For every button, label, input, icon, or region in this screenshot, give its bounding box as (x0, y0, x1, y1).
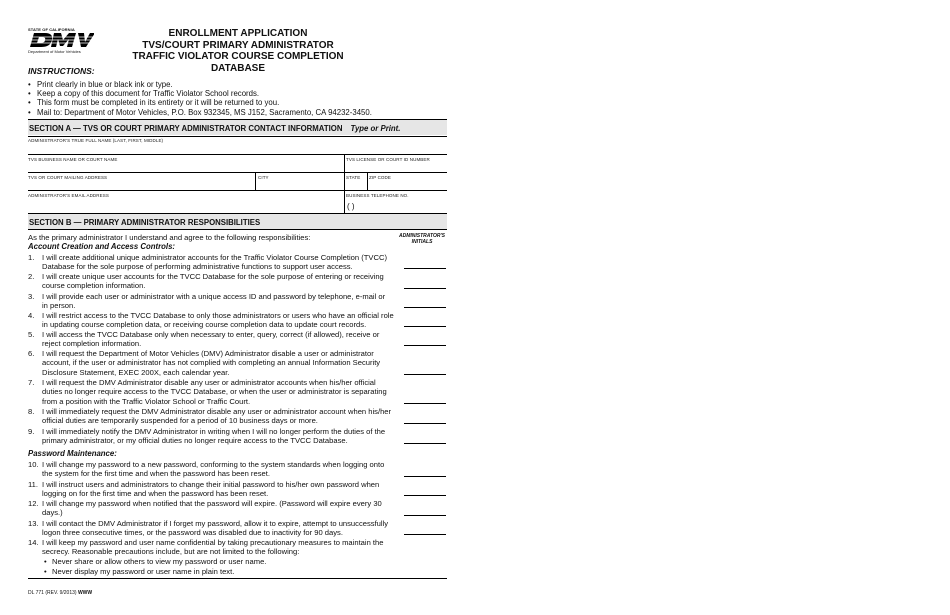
form-number: DL 771 (REV. 9/2013) WWW (28, 590, 93, 596)
initials-field[interactable] (404, 326, 446, 327)
responsibility-item: I will contact the DMV Administrator if I forget my password, allow it to expire, attempt to unsuccessfully logon three consecutive times, or the password was disabled due to inactivity for 90 days. (42, 519, 389, 538)
item-number: 11. (28, 480, 38, 489)
responsibility-item: I will restrict access to the TVCC Database to only those administrators or users who have an official role in updating course completion data, or receiving course completion data to update court records. (42, 311, 394, 330)
item-number: 2. (28, 272, 35, 281)
instruction-bullet: • Keep a copy of this document for Traffic Violator School records. (28, 89, 260, 98)
initials-field[interactable] (404, 423, 446, 424)
section-a-note: Type or Print. (350, 124, 401, 133)
phone-area-code[interactable]: ( ) (347, 202, 355, 211)
email-label: ADMINISTRATOR'S EMAIL ADDRESS (28, 193, 109, 198)
instruction-bullet: • Print clearly in blue or black ink or type. (28, 80, 173, 89)
responsibility-item: I will request the DMV Administrator disable any user or administrator accounts when his/her official duties no longer require access to the TVCC Database, or when the user or administrator is separating from a position with the Traffic Violator School or Traffic Court. (42, 378, 387, 406)
zip-label: ZIP CODE (369, 175, 391, 180)
business-name-label: TVS BUSINESS NAME OR COURT NAME (28, 157, 118, 162)
phone-label: BUSINESS TELEPHONE NO. (346, 193, 409, 198)
field-divider (344, 190, 345, 213)
item-number: 4. (28, 311, 35, 320)
dmv-logo-mark (28, 31, 94, 49)
admin-name-label: ADMINISTRATOR'S TRUE FULL NAME (LAST, FIRST, MIDDLE) (28, 138, 164, 143)
item-number: 9. (28, 427, 35, 436)
responsibility-item: I will create additional unique administrator accounts for the Traffic Violator Course Completion (TVCC) Database for the sole purpose of performing administrative functions to support user access. (42, 253, 387, 272)
initials-field[interactable] (404, 403, 446, 404)
responsibility-item: I will create unique user accounts for the TVCC Database for the sole purpose of entering or receiving course completion information. (42, 272, 384, 291)
field-divider (344, 172, 345, 190)
item-number: 10. (28, 460, 39, 469)
item-number: 12. (28, 499, 39, 508)
title-line-3: TRAFFIC VIOLATOR COURSE COMPLETION DATABASE (132, 51, 344, 74)
divider (28, 136, 447, 137)
title-line-1: ENROLLMENT APPLICATION (168, 28, 308, 39)
item-number: 8. (28, 407, 35, 416)
logo-state-text: STATE OF CALIFORNIA (28, 27, 75, 32)
item-number: 14. (28, 538, 39, 547)
city-label: CITY (258, 175, 269, 180)
item-number: 6. (28, 349, 35, 358)
field-divider (344, 154, 345, 172)
form-title (120, 28, 356, 74)
initials-heading: ADMINISTRATOR'S INITIALS (398, 233, 445, 245)
responsibility-item: I will request the Department of Motor Vehicles (DMV) Administrator disable a user or administrator account, if the user or administrator has not complied with completing an annual Information Security Disclosure Statement, EXEC 200X, each calendar year. (42, 349, 381, 377)
divider (28, 154, 447, 155)
initials-field[interactable] (404, 534, 446, 535)
item-number: 3. (28, 292, 35, 301)
section-a-title: SECTION A — TVS OR COURT PRIMARY ADMINISTRATOR CONTACT INFORMATION Type or Print. (29, 124, 401, 133)
responsibility-item: I will change my password when notified that the password will expire. (Password will expire every 30 days.) (42, 499, 382, 518)
state-label: STATE (346, 175, 361, 180)
responsibility-item: I will change my password to a new password, conforming to the system standards when logging onto the system for the first time and when the password has been reset. (42, 460, 385, 479)
item-number: 13. (28, 519, 39, 528)
divider (28, 172, 447, 173)
initials-field[interactable] (404, 374, 446, 375)
instruction-bullet: • Mail to: Department of Motor Vehicles, P.O. Box 932345, MS J152, Sacramento, CA 94232-3450. (28, 108, 372, 117)
license-number-label: TVS LICENSE OR COURT ID NUMBER (346, 157, 430, 162)
initials-field[interactable] (404, 476, 446, 477)
instructions-heading: INSTRUCTIONS: (28, 66, 95, 76)
subheading-password-maintenance: Password Maintenance: (28, 449, 117, 458)
initials-field[interactable] (404, 268, 446, 269)
instruction-bullet: • This form must be completed in its entirety or it will be returned to you. (28, 98, 280, 107)
initials-field[interactable] (404, 345, 446, 346)
mailing-address-label: TVS OR COURT MAILING ADDRESS (28, 175, 108, 180)
section-b-title: SECTION B — PRIMARY ADMINISTRATOR RESPONSIBILITIES (29, 218, 261, 227)
field-divider (367, 172, 368, 190)
dmv-logo (28, 27, 96, 55)
responsibility-item: I will access the TVCC Database only when necessary to enter, query, correct (if allowed), receive or reject completion information. (42, 330, 380, 349)
responsibility-item: I will immediately request the DMV Administrator disable any user or administrator account when his/her official duties are temporarily suspended for a period of 10 business days or more. (42, 407, 392, 426)
initials-field[interactable] (404, 288, 446, 289)
field-divider (255, 172, 256, 190)
responsibility-item: I will immediately notify the DMV Administrator in writing when I will no longer perform the duties of the primary administrator, or my official duties no longer require access to the TVCC Database. (42, 427, 386, 446)
logo-dept-text: Department of Motor Vehicles (28, 49, 81, 54)
item-number: 5. (28, 330, 35, 339)
initials-field[interactable] (404, 307, 446, 308)
initials-field[interactable] (404, 515, 446, 516)
initials-field[interactable] (404, 443, 446, 444)
initials-field[interactable] (404, 495, 446, 496)
sub-bullet: • Never display my password or user name in plain text. (44, 567, 235, 576)
item-number: 7. (28, 378, 35, 387)
section-b-intro: As the primary administrator I understand and agree to the following responsibilities: (28, 233, 311, 242)
item-number: 1. (28, 253, 35, 262)
responsibility-item: I will keep my password and user name confidential by taking precautionary measures to maintain the secrecy. Reasonable precautions include, but are not limited to the following: (42, 538, 384, 557)
responsibility-item: I will instruct users and administrators to change their initial password to his/her own password when logging on for the first time and when the password has been reset. (42, 480, 380, 499)
divider (28, 190, 447, 191)
divider (28, 229, 447, 230)
title-line-2: TVS/COURT PRIMARY ADMINISTRATOR (142, 39, 334, 51)
responsibility-item: I will provide each user or administrator with a unique access ID and password by telephone, e-mail or in person. (42, 292, 386, 311)
subheading-account-creation: Account Creation and Access Controls: (28, 242, 176, 251)
divider (28, 578, 447, 579)
sub-bullet: • Never share or allow others to view my password or user name. (44, 557, 267, 566)
